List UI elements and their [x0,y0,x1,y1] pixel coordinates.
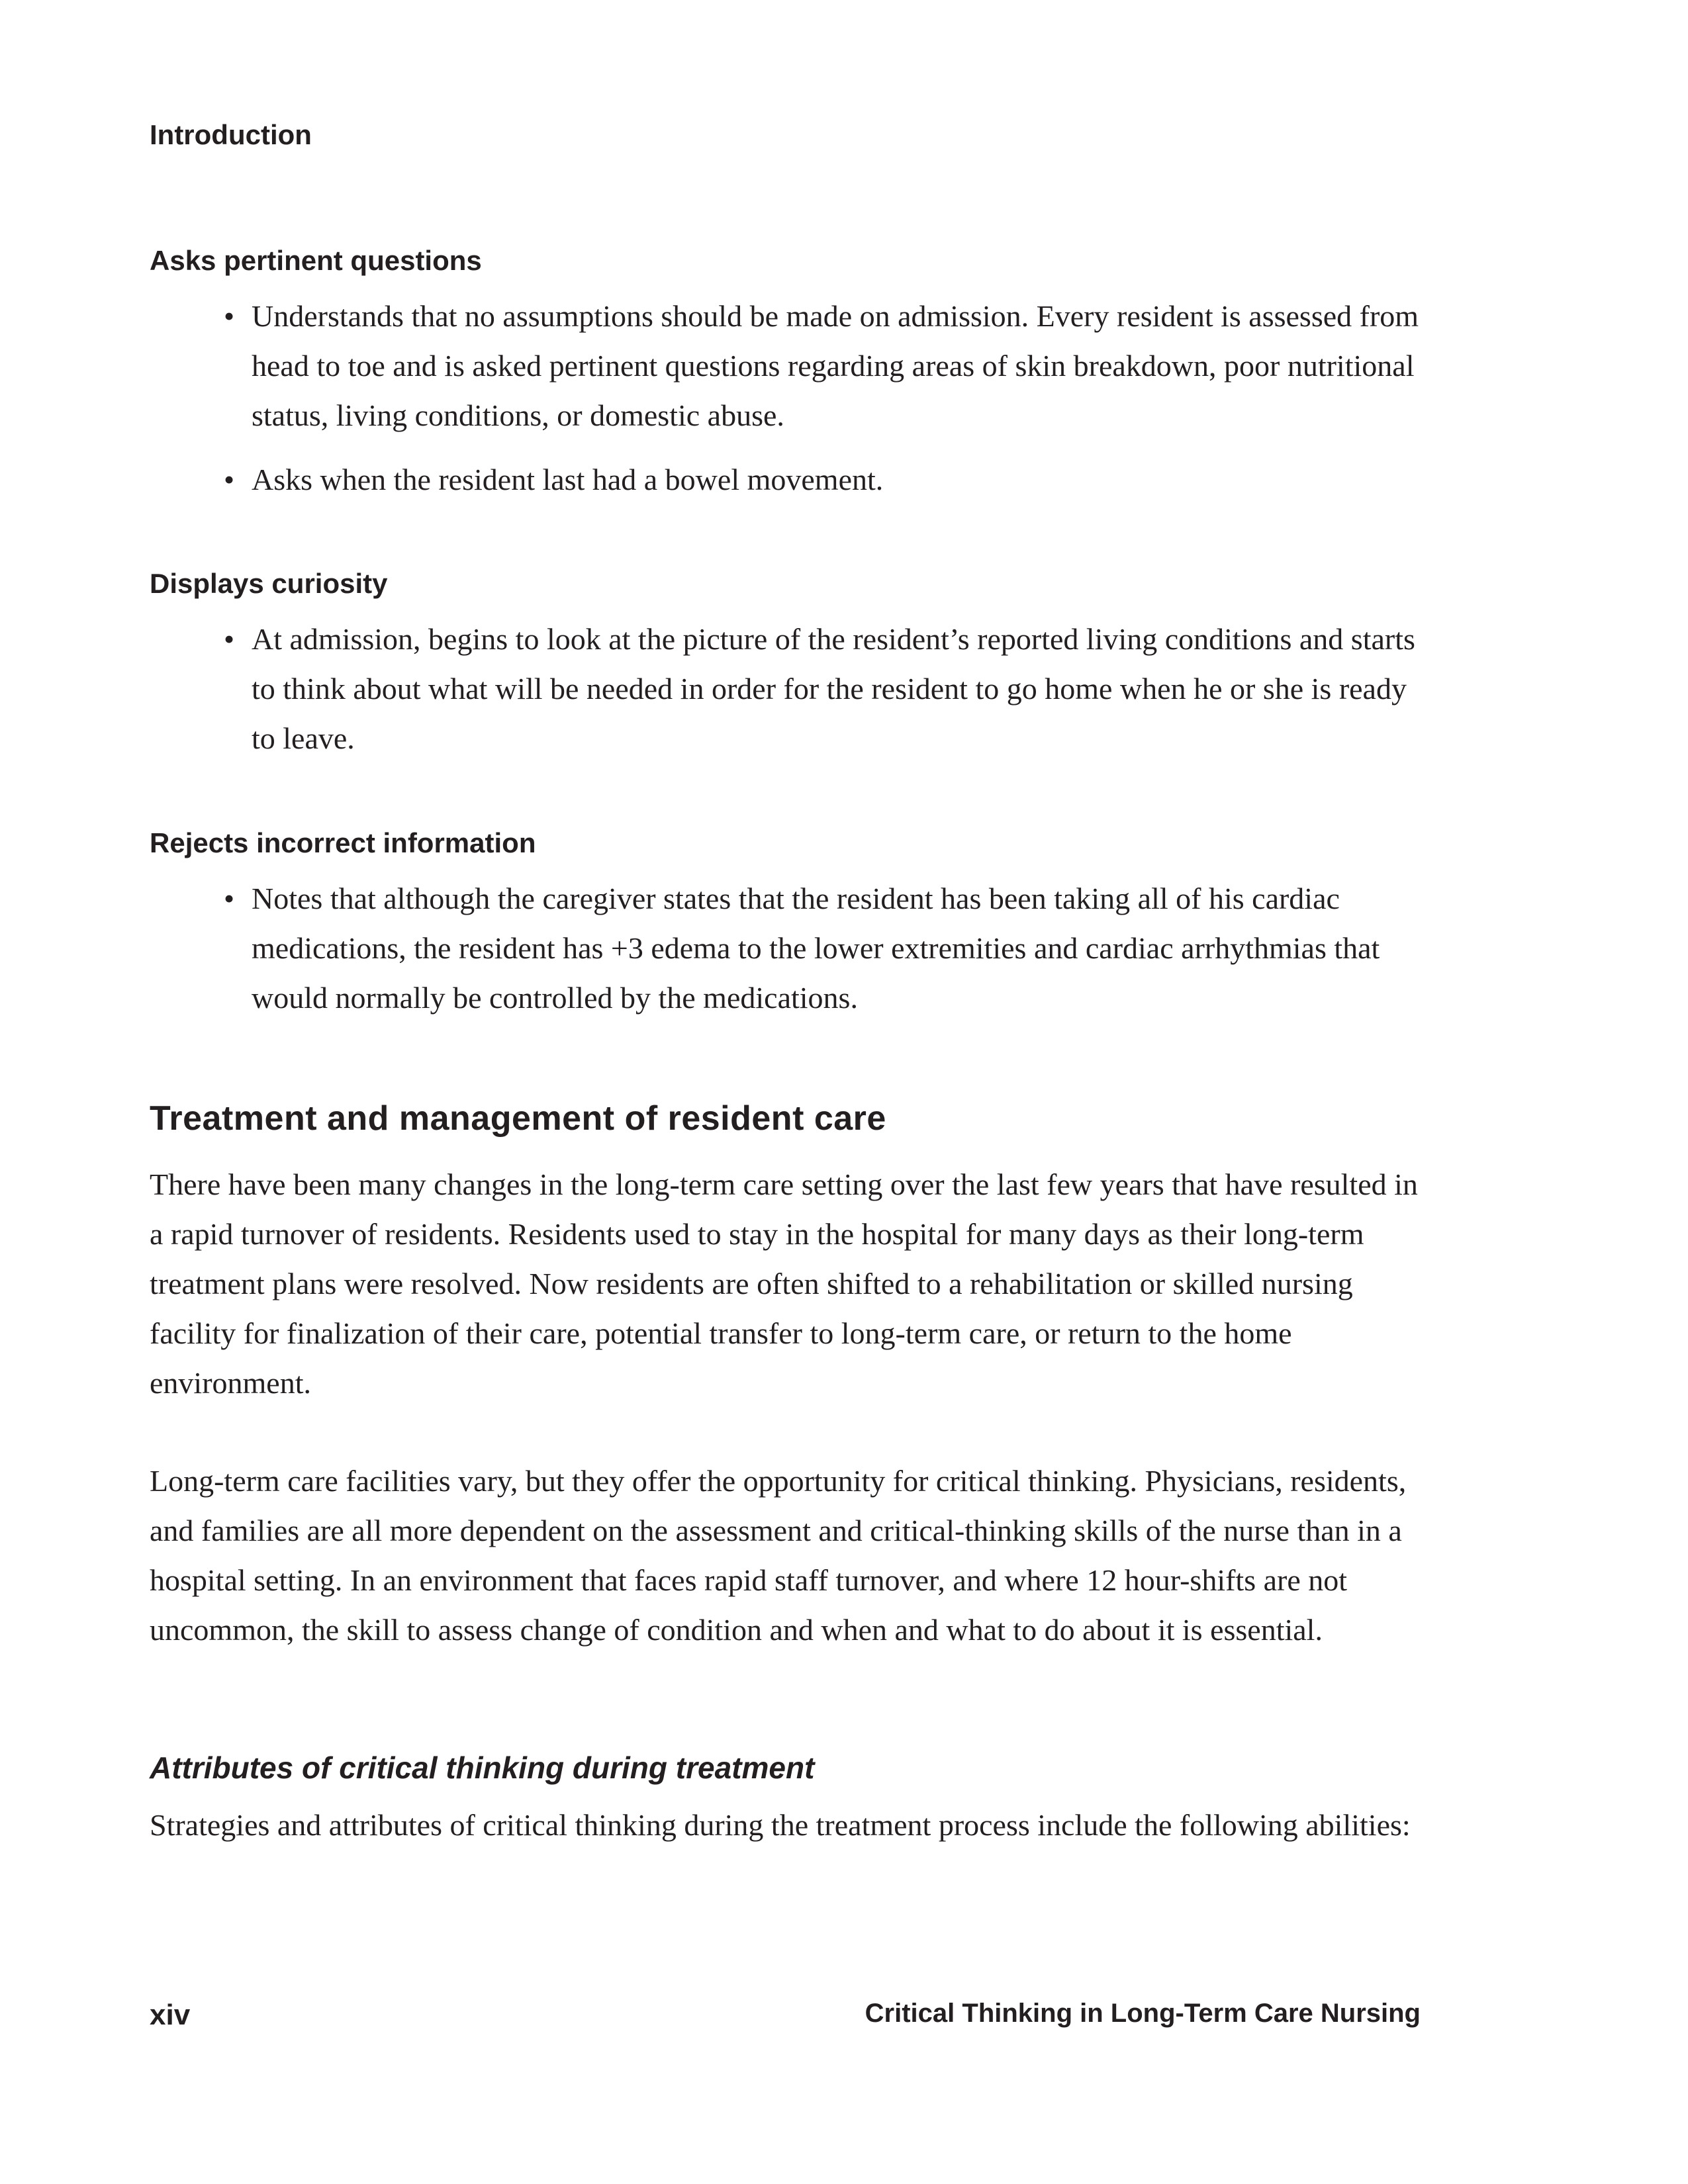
list-item [224,291,1435,440]
bullet-icon: • [224,463,235,496]
list-item-text: Notes that although the caregiver states that the resident has been taking all of his cardiac medications, the resident has +3 edema to the lower extremities and cardiac arrhythmias that would normally be controlled by the medications. [252,882,1380,1015]
list-item [224,614,1435,763]
bullet-icon: • [224,882,235,915]
subheading-asks-pertinent-questions: Asks pertinent questions [150,245,482,276]
subheading-displays-curiosity: Displays curiosity [150,568,388,599]
bullet-list-displays-curiosity [224,614,1435,778]
subheading-rejects-incorrect-information: Rejects incorrect information [150,827,536,858]
list-item [224,455,1435,504]
running-head: Introduction [150,119,312,150]
treatment-paragraph-2: Long-term care facilities vary, but they offer the opportunity for critical thinking. Physicians, residents, and families are all more dependent on the assessment and critical-thinking skills of the nurse than in a hospital setting. In an environment that faces rapid staff turnover, and where 12 hour-shifts are not uncommon, the skill to assess change of condition and when and what to do about it is essential. [150,1464,1407,1647]
bullet-list-asks-pertinent-questions [224,291,1435,519]
page-number: xiv [150,1999,191,2031]
list-item-text: Understands that no assumptions should be made on admission. Every resident is assessed from head to toe and is asked pertinent questions regarding areas of skin breakdown, poor nutritional status, living conditions, or domestic abuse. [252,299,1419,432]
list-item [224,874,1435,1023]
bullet-icon: • [224,622,235,656]
list-item-text: At admission, begins to look at the picture of the resident’s reported living conditions and starts to think about what will be needed in order for the resident to go home when he or she is ready to leave. [252,622,1415,755]
bullet-list-rejects-incorrect-information [224,874,1435,1037]
attributes-paragraph: Strategies and attributes of critical thinking during the treatment process include the following abilities: [150,1808,1411,1842]
book-title-footer: Critical Thinking in Long-Term Care Nursing [865,1999,1421,2028]
subheading-attributes: Attributes of critical thinking during treatment [150,1751,815,1785]
treatment-paragraph-1: There have been many changes in the long-term care setting over the last few years that have resulted in a rapid turnover of residents. Residents used to stay in the hospital for many days as their long-term treatment plans were resolved. Now residents are often shifted to a rehabilitation or skilled nursing facility for finalization of their care, potential transfer to long-term care, or return to the home environment. [150,1167,1418,1400]
section-heading-treatment: Treatment and management of resident care [150,1099,886,1138]
list-item-text: Asks when the resident last had a bowel movement. [252,463,884,496]
bullet-icon: • [224,299,235,333]
